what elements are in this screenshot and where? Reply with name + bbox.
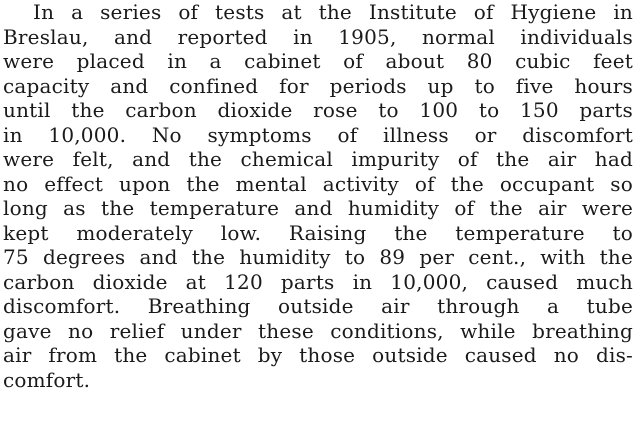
text-line-8: no effect upon the mental activity of the occupant so [3,171,633,196]
text-line-2: Breslau, and reported in 1905, normal individuals [3,24,633,49]
text-line-11: 75 degrees and the humidity to 89 per cent., with the [3,245,633,269]
text-line-9: long as the temperature and humidity of the air were [3,196,633,220]
text-line-14: gave no relief under these conditions, while breathing [3,318,633,343]
text-line-3: were placed in a cabinet of about 80 cubic feet [3,49,633,73]
text-line-15: air from the cabinet by those outside caused no dis- [3,343,633,367]
text-line-12: carbon dioxide at 120 parts in 10,000, caused much [3,269,633,294]
text-line-4: capacity and confined for periods up to five hours [3,73,633,98]
paragraph [3,0,633,392]
text-line-5: until the carbon dioxide rose to 100 to 150 parts [3,98,633,122]
text-line-16: comfort. [3,367,91,392]
text-line-10: kept moderately low. Raising the temperature to [3,220,633,245]
text-line-7: were felt, and the chemical impurity of the air had [3,147,633,171]
text-line-6: in 10,000. No symptoms of illness or discomfort [3,122,633,147]
text-line-13: discomfort. Breathing outside air through a tube [3,294,633,318]
text-line-1: In a series of tests at the Institute of Hygiene in [33,0,633,24]
